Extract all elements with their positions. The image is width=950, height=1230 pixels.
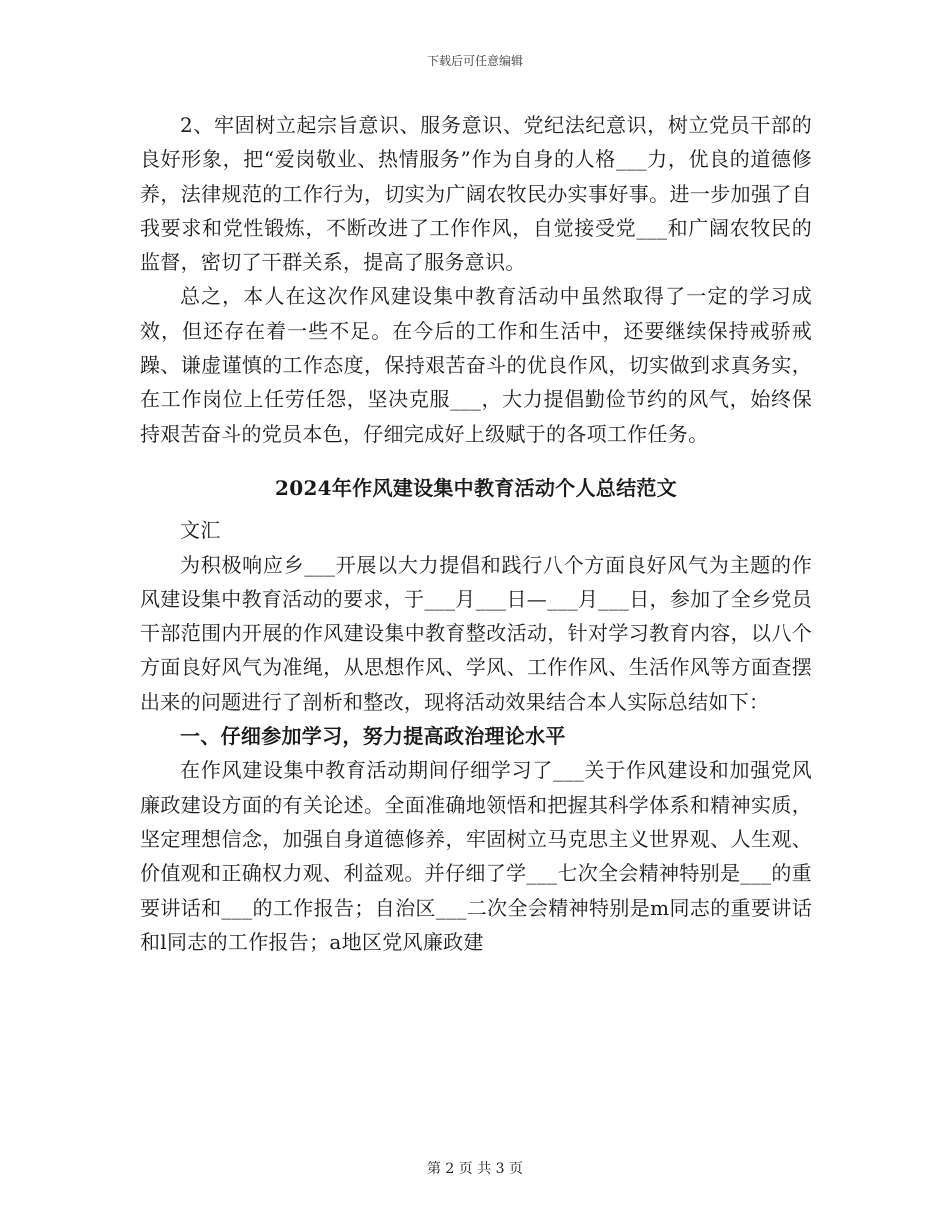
- document-body: [140, 108, 812, 959]
- source-line: 文汇: [180, 518, 221, 543]
- page-footer: 第 2 页 共 3 页: [426, 1161, 524, 1177]
- paragraph: 在作风建设集中教育活动期间仔细学习了___关于作风建设和加强党风廉政建设方面的有关论述。全面准确地领悟和把握其科学体系和精神实质，坚定理想信念，加强自身道德修养，牢固树立马克思主义世界观、人生观、价值观和正确权力观、利益观。并仔细了学___七次全会精神特别是___的重要讲话和___的工作报告；自治区___二次全会精神特别是m同志的重要讲话和l同志的工作报告；a地区党风廉政建: [140, 758, 812, 954]
- paragraph: 总之，本人在这次作风建设集中教育活动中虽然取得了一定的学习成效，但还存在着一些不足。在今后的工作和生活中，还要继续保持戒骄戒躁、谦虚谨慎的工作态度，保持艰苦奋斗的优良作风，切实做到求真务实，在工作岗位上任劳任怨，坚决克服___，大力提倡勤俭节约的风气，始终保持艰苦奋斗的党员本色，仔细完成好上级赋于的各项工作任务。: [140, 284, 812, 446]
- paragraph: 为积极响应乡___开展以大力提倡和践行八个方面良好风气为主题的作风建设集中教育活动的要求，于___月___日—___月___日，参加了全乡党员干部范围内开展的作风建设集中教育整改活动，针对学习教育内容，以八个方面良好风气为准绳，从思想作风、学风、工作作风、生活作风等方面查摆出来的问题进行了剖析和整改，现将活动效果结合本人实际总结如下：: [140, 552, 812, 714]
- page-header: 下载后可任意编辑: [426, 54, 523, 68]
- section-heading: 一、仔细参加学习，努力提高政治理论水平: [180, 724, 566, 749]
- document-title: 2024年作风建设集中教育活动个人总结范文: [275, 475, 677, 500]
- paragraph: 2、牢固树立起宗旨意识、服务意识、党纪法纪意识，树立党员干部的良好形象，把“爱岗敬业、热情服务”作为自身的人格___力，优良的道德修养，法律规范的工作行为，切实为广阔农牧民办实事好事。进一步加强了自我要求和党性锻炼，不断改进了工作作风，自觉接受党___和广阔农牧民的监督，密切了干群关系，提高了服务意识。: [140, 113, 812, 275]
